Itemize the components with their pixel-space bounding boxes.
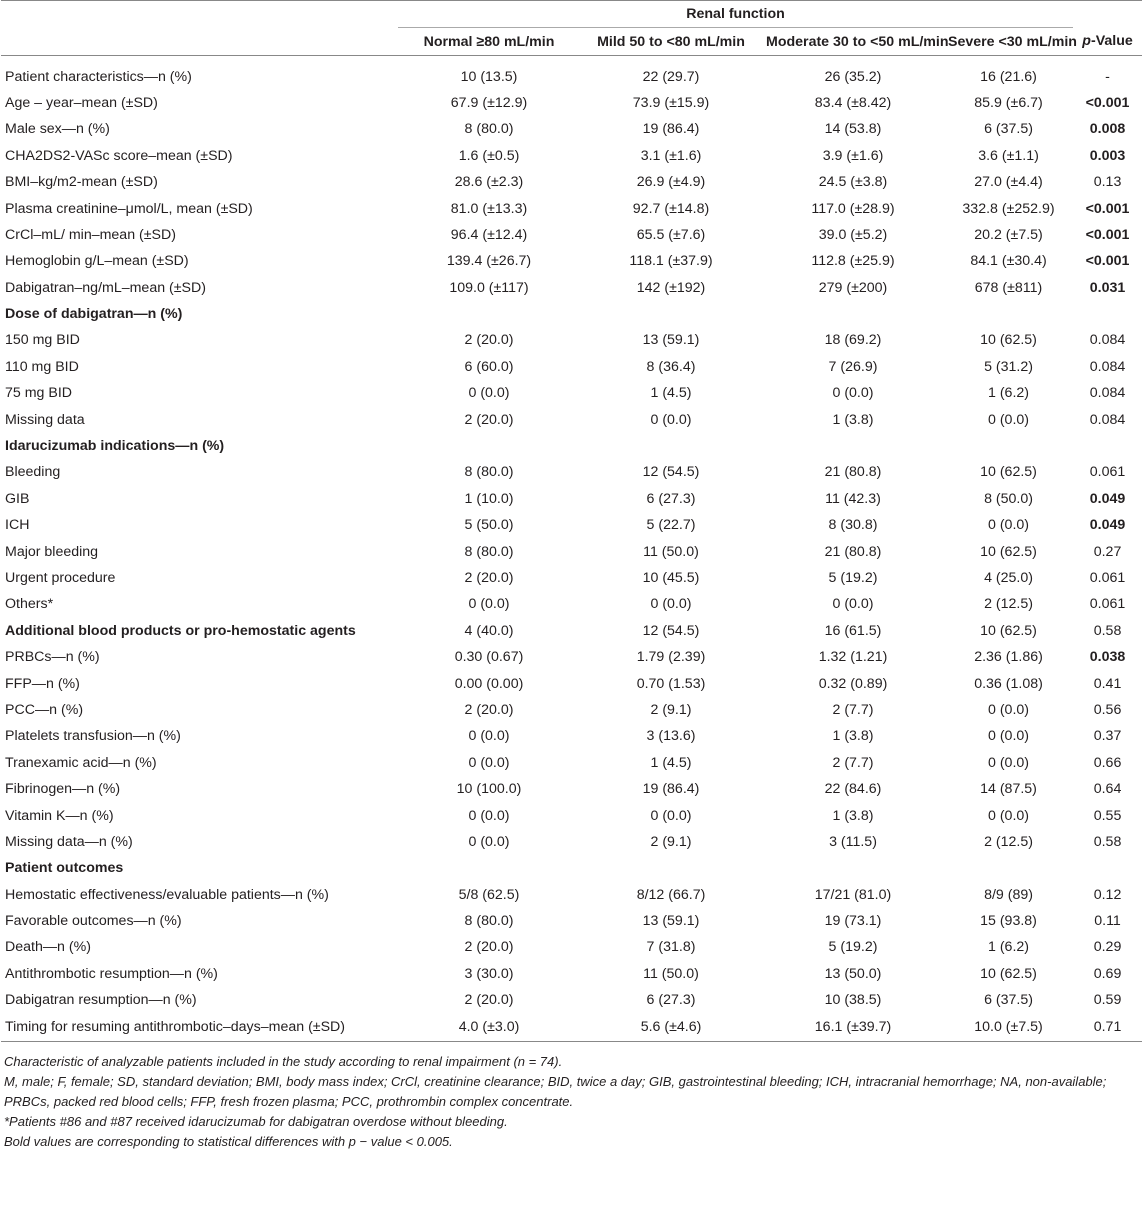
cell-severe: 3.6 (±1.1) [978,147,1039,164]
cell-pvalue: 0.084 [1089,332,1126,349]
table-row [1,1013,1142,1042]
cell-moderate: 7 (26.9) [828,358,878,375]
cell-severe [944,855,1073,881]
cell-mild: 118.1 (±37.9) [629,253,713,270]
row-label: Bleeding [5,464,61,481]
cell-moderate: 112.8 (±25.9) [811,253,895,270]
cell-mild: 5 (22.7) [646,517,696,534]
cell-mild: 12 (54.5) [642,622,700,639]
cell-normal: 0 (0.0) [468,833,510,850]
row-label: CHA2DS2-VASc score–mean (±SD) [5,147,233,164]
header-label-blank [1,28,398,55]
cell-mild: 73.9 (±15.9) [632,94,710,111]
table-row [1,354,1142,380]
cell-pvalue: 0.13 [1093,174,1122,191]
table-footnotes [0,1042,1143,1152]
cell-pvalue: 0.66 [1093,754,1122,771]
pvalue-rest: -Value [1090,33,1133,50]
cell-mild: 92.7 (±14.8) [632,200,710,217]
row-label: ICH [5,517,30,534]
cell-pvalue: 0.061 [1089,570,1126,586]
cell-severe: 84.1 (±30.4) [970,253,1047,270]
cell-severe: 0 (0.0) [988,517,1030,534]
table-row [1,143,1142,169]
header-col-mild: Mild 50 to <80 mL/min [580,28,762,55]
table-row [1,248,1142,274]
cell-pvalue: 0.58 [1093,833,1122,850]
cell-normal [398,433,580,459]
renal-function-table [1,0,1142,1042]
cell-normal: 0 (0.0) [468,385,510,402]
table-row [1,301,1142,327]
row-label: Favorable outcomes—n (%) [5,913,182,930]
cell-severe: 2 (12.5) [984,596,1033,613]
cell-normal: 28.6 (±2.3) [454,174,524,191]
cell-severe: 85.9 (±6.7) [974,94,1043,111]
cell-severe: 0 (0.0) [988,701,1030,718]
cell-mild: 2 (9.1) [650,833,692,850]
cell-moderate: 3 (11.5) [829,833,877,850]
cell-mild: 11 (50.0) [643,965,699,982]
cell-severe: 6 (37.5) [984,121,1033,138]
table-row [1,275,1142,301]
cell-normal: 3 (30.0) [464,965,514,982]
table-row [1,222,1142,248]
cell-mild [580,301,762,327]
table-row [1,486,1142,512]
table-row [1,644,1142,670]
cell-moderate: 8 (30.8) [828,517,878,534]
cell-severe: 0 (0.0) [988,728,1030,745]
cell-pvalue: 0.64 [1093,781,1122,798]
cell-pvalue: 0.55 [1093,807,1122,824]
cell-pvalue: 0.049 [1089,490,1126,507]
cell-mild: 3 (13.6) [646,728,696,745]
header-col-severe: Severe <30 mL/min [944,28,1073,55]
table-row [1,723,1142,749]
cell-normal: 2 (20.0) [464,939,514,956]
row-label: Antithrombotic resumption—n (%) [5,965,218,982]
cell-normal: 2 (20.0) [464,701,514,718]
cell-severe: 0 (0.0) [988,807,1030,824]
cell-normal: 1.6 (±0.5) [458,147,520,164]
table-row [1,961,1142,987]
cell-moderate: 5 (19.2) [828,939,878,956]
cell-pvalue: 0.038 [1089,649,1126,666]
cell-pvalue: 0.084 [1089,411,1126,428]
cell-severe: 6 (37.5) [984,992,1033,1009]
cell-severe: 10 (62.5) [980,332,1037,349]
cell-mild: 1 (4.5) [650,385,692,402]
cell-normal: 4 (40.0) [464,622,514,639]
cell-severe [944,433,1073,459]
row-label: Idarucizumab indications—n (%) [5,438,225,455]
cell-normal: 1 (10.0) [464,490,514,507]
cell-severe: 10 (62.5) [980,965,1037,982]
cell-mild: 1 (4.5) [650,754,692,771]
footnote-caption: Characteristic of analyzable patients included in the study according to renal impairment (n = 74). [4,1054,563,1070]
cell-moderate: 1 (3.8) [832,807,874,824]
cell-normal: 2 (20.0) [464,570,514,586]
table-row [1,327,1142,353]
cell-severe: 14 (87.5) [980,781,1037,798]
cell-mild: 10 (45.5) [642,570,700,586]
table-row [1,90,1142,116]
header-col-pvalue [1073,28,1142,55]
table-row [1,908,1142,934]
cell-mild: 13 (59.1) [642,913,700,930]
cell-severe [944,301,1073,327]
cell-moderate: 1 (3.8) [832,411,874,428]
cell-normal: 0 (0.0) [468,807,510,824]
cell-pvalue: <0.001 [1085,253,1130,270]
cell-severe: 27.0 (±4.4) [974,174,1043,191]
cell-normal: 5 (50.0) [464,517,514,534]
cell-moderate: 17/21 (81.0) [814,886,892,903]
cell-severe: 8 (50.0) [984,490,1033,507]
table-row [1,565,1142,591]
cell-normal: 0 (0.0) [468,728,510,745]
table-row [1,670,1142,696]
row-label: Fibrinogen—n (%) [5,781,121,798]
cell-severe: 0.36 (1.08) [974,675,1043,692]
cell-moderate: 24.5 (±3.8) [818,174,888,191]
row-label: Male sex—n (%) [5,121,110,138]
cell-mild: 19 (86.4) [642,781,700,798]
table-row [1,116,1142,142]
cell-pvalue: 0.12 [1093,886,1122,903]
header-group-row [1,1,1142,28]
cell-severe: 4 (25.0) [984,570,1033,586]
footnote-abbreviations: M, male; F, female; SD, standard deviation; BMI, body mass index; CrCl, creatinine clearance; BID, twice a day; GIB, gastrointestinal bleeding; ICH, intracranial hemorrhage; NA, non-available; PRBCs, packed red blood cells; FFP, fresh frozen plasma; PCC, prothrombin complex concentrate. [4,1074,1107,1110]
cell-mild: 3.1 (±1.6) [640,147,702,164]
row-label: Dose of dabigatran—n (%) [5,306,183,323]
cell-normal: 8 (80.0) [464,121,514,138]
cell-moderate: 83.4 (±8.42) [814,94,892,111]
cell-normal: 2 (20.0) [464,332,514,349]
cell-normal: 4.0 (±3.0) [398,1013,580,1042]
header-blank [1,1,398,28]
cell-mild: 11 (50.0) [643,543,699,560]
header-col-normal: Normal ≥80 mL/min [398,28,580,55]
cell-severe: 15 (93.8) [980,913,1037,930]
cell-severe: 2 (12.5) [984,833,1033,850]
cell-mild: 19 (86.4) [642,121,700,138]
cell-moderate: 21 (80.8) [824,543,882,560]
row-label: GIB [5,490,30,507]
cell-normal: 96.4 (±12.4) [450,226,528,243]
cell-normal: 8 (80.0) [464,464,514,481]
cell-mild: 142 (±192) [636,279,706,296]
row-label: PRBCs—n (%) [5,649,100,666]
cell-moderate: 1.32 (1.21) [818,649,888,666]
cell-pvalue: 0.27 [1093,543,1122,560]
cell-severe: 8/9 (89) [984,886,1033,903]
cell-normal: 0 (0.0) [468,596,510,613]
cell-mild: 1.79 (2.39) [636,649,706,666]
cell-severe: 2.36 (1.86) [974,649,1043,666]
cell-mild: 6 (27.3) [646,490,696,507]
table-row [1,618,1142,644]
cell-moderate: 0 (0.0) [832,596,874,613]
cell-normal: 0.30 (0.67) [454,649,524,666]
cell-severe: 332.8 (±252.9) [962,200,1055,217]
row-label: Major bleeding [5,543,99,560]
table-row [1,459,1142,485]
cell-normal: 0 (0.0) [468,754,510,771]
cell-moderate: 16.1 (±39.7) [762,1013,944,1042]
table-row [1,195,1142,221]
cell-moderate: 19 (73.1) [824,913,882,930]
row-label: Death—n (%) [5,939,91,956]
cell-moderate: 2 (7.7) [832,754,874,771]
cell-pvalue: - [1105,68,1110,85]
row-label: Dabigatran–ng/mL–mean (±SD) [5,279,206,296]
table-row [1,433,1142,459]
row-label: Additional blood products or pro-hemostatic agents [5,622,356,639]
cell-moderate [762,433,944,459]
table-row [1,406,1142,432]
cell-moderate: 11 (42.3) [825,490,881,507]
cell-mild: 22 (29.7) [642,68,700,85]
cell-pvalue [1073,855,1142,881]
cell-pvalue: <0.001 [1085,200,1130,217]
row-label: Vitamin K—n (%) [5,807,114,824]
row-label: Patient characteristics—n (%) [5,68,192,85]
row-label: Missing data [5,411,85,428]
cell-severe: 16 (21.6) [980,68,1037,85]
cell-pvalue: 0.084 [1089,358,1126,375]
cell-severe: 5 (31.2) [984,358,1033,375]
cell-moderate: 39.0 (±5.2) [818,226,888,243]
cell-pvalue: 0.56 [1093,701,1122,718]
row-label: Age – year–mean (±SD) [5,94,158,111]
table-row [1,169,1142,195]
header-group-label: Renal function [398,1,1073,28]
cell-mild: 5.6 (±4.6) [580,1013,762,1042]
cell-pvalue: 0.11 [1094,913,1121,930]
row-label: Tranexamic acid—n (%) [5,754,157,771]
cell-normal [398,855,580,881]
row-label: BMI–kg/m2-mean (±SD) [5,174,158,191]
cell-moderate: 3.9 (±1.6) [822,147,884,164]
row-label: FFP—n (%) [5,675,80,692]
row-label: Urgent procedure [5,570,116,586]
cell-normal: 139.4 (±26.7) [446,253,532,270]
cell-normal: 67.9 (±12.9) [450,94,528,111]
row-label: Dabigatran resumption—n (%) [5,992,197,1009]
table-row [1,512,1142,538]
row-label: 75 mg BID [5,385,73,402]
cell-normal: 10 (100.0) [456,781,522,798]
cell-moderate: 1 (3.8) [832,728,874,745]
table-row [1,829,1142,855]
cell-moderate [762,855,944,881]
cell-mild: 26.9 (±4.9) [636,174,706,191]
table-row [1,380,1142,406]
cell-pvalue: 0.71 [1073,1013,1142,1042]
cell-moderate: 0.32 (0.89) [818,675,888,692]
cell-severe: 10 (62.5) [980,464,1037,481]
cell-normal: 109.0 (±117) [449,279,529,296]
cell-pvalue: 0.061 [1089,464,1126,481]
table-row [1,776,1142,802]
cell-pvalue: 0.37 [1093,728,1122,745]
row-label: Missing data—n (%) [5,833,133,850]
cell-moderate: 22 (84.6) [824,781,882,798]
cell-normal: 8 (80.0) [464,913,514,930]
cell-mild: 8 (36.4) [646,358,696,375]
cell-normal: 0.00 (0.00) [454,675,524,692]
table-row [1,697,1142,723]
cell-severe: 10 (62.5) [980,622,1037,639]
footnote-asterisk: *Patients #86 and #87 received idarucizumab for dabigatran overdose without bleeding. [4,1114,508,1130]
cell-moderate: 14 (53.8) [824,121,882,138]
cell-mild [580,855,762,881]
cell-mild: 65.5 (±7.6) [636,226,706,243]
cell-moderate: 18 (69.2) [824,332,882,349]
row-label: PCC—n (%) [5,701,84,718]
table-row [1,987,1142,1013]
row-label: Patient outcomes [5,860,124,877]
cell-pvalue [1073,433,1142,459]
footnote-bold: Bold values are corresponding to statistical differences with p − value < 0.005. [4,1134,453,1150]
header-col-moderate: Moderate 30 to <50 mL/min [762,28,944,55]
cell-pvalue: 0.031 [1089,279,1126,296]
cell-pvalue [1073,301,1142,327]
cell-pvalue: <0.001 [1085,226,1130,243]
cell-mild: 7 (31.8) [646,939,696,956]
cell-severe: 0 (0.0) [988,754,1030,771]
cell-mild: 0 (0.0) [650,807,692,824]
cell-severe: 0 (0.0) [988,411,1030,428]
cell-normal: 10 (13.5) [460,68,518,85]
cell-normal: 8 (80.0) [464,543,514,560]
cell-moderate [762,301,944,327]
cell-severe: 678 (±811) [974,279,1043,296]
table-row [1,538,1142,564]
table-row [1,750,1142,776]
cell-severe: 10 (62.5) [980,543,1037,560]
row-label: Others* [5,596,54,613]
cell-mild [580,433,762,459]
cell-pvalue: <0.001 [1085,94,1130,111]
cell-moderate: 5 (19.2) [828,570,878,586]
cell-pvalue: 0.084 [1089,385,1126,402]
cell-mild: 0.70 (1.53) [636,675,706,692]
table-row [1,934,1142,960]
cell-normal: 5/8 (62.5) [458,886,520,903]
header-blank-right [1073,1,1142,28]
cell-mild: 0 (0.0) [650,411,692,428]
row-label: Hemostatic effectiveness/evaluable patients—n (%) [5,886,329,903]
row-label: 150 mg BID [5,332,80,349]
cell-normal [398,301,580,327]
cell-mild: 2 (9.1) [650,701,692,718]
cell-moderate: 13 (50.0) [824,965,882,982]
cell-mild: 6 (27.3) [646,992,696,1009]
cell-severe: 1 (6.2) [988,939,1030,956]
cell-mild: 8/12 (66.7) [636,886,706,903]
cell-moderate: 16 (61.5) [824,622,882,639]
pvalue-italic: p [1082,33,1091,50]
cell-pvalue: 0.061 [1089,596,1126,613]
cell-pvalue: 0.58 [1093,622,1122,639]
row-label: Platelets transfusion—n (%) [5,728,181,745]
table-row [1,55,1142,90]
row-label: CrCl–mL/ min–mean (±SD) [5,226,176,243]
cell-pvalue: 0.29 [1093,939,1122,956]
cell-pvalue: 0.41 [1093,675,1122,692]
cell-pvalue: 0.003 [1089,147,1126,164]
row-label: Timing for resuming antithrombotic–days–mean (±SD) [1,1013,398,1042]
cell-normal: 6 (60.0) [464,358,514,375]
cell-mild: 13 (59.1) [642,332,700,349]
cell-moderate: 10 (38.5) [824,992,882,1009]
row-label: 110 mg BID [5,358,79,375]
cell-moderate: 0 (0.0) [832,385,874,402]
cell-moderate: 26 (35.2) [824,68,882,85]
cell-pvalue: 0.049 [1089,517,1126,534]
cell-severe: 10.0 (±7.5) [944,1013,1073,1042]
cell-moderate: 117.0 (±28.9) [811,200,895,217]
cell-moderate: 21 (80.8) [824,464,882,481]
row-label: Hemoglobin g/L–mean (±SD) [5,253,189,270]
cell-normal: 2 (20.0) [464,411,514,428]
cell-pvalue: 0.59 [1093,992,1122,1009]
cell-mild: 12 (54.5) [642,464,700,481]
cell-pvalue: 0.69 [1093,965,1122,982]
cell-normal: 81.0 (±13.3) [450,200,528,217]
row-label: Plasma creatinine–μmol/L, mean (±SD) [5,200,253,217]
cell-normal: 2 (20.0) [464,992,514,1009]
cell-severe: 1 (6.2) [988,385,1030,402]
table-row [1,882,1142,908]
header-column-row [1,28,1142,55]
table-body [1,55,1142,1042]
table-row [1,591,1142,617]
cell-moderate: 2 (7.7) [832,701,874,718]
cell-mild: 0 (0.0) [650,596,692,613]
cell-moderate: 279 (±200) [818,279,888,296]
table-row [1,855,1142,881]
cell-pvalue: 0.008 [1089,121,1126,138]
table-row [1,802,1142,828]
cell-severe: 20.2 (±7.5) [974,226,1043,243]
